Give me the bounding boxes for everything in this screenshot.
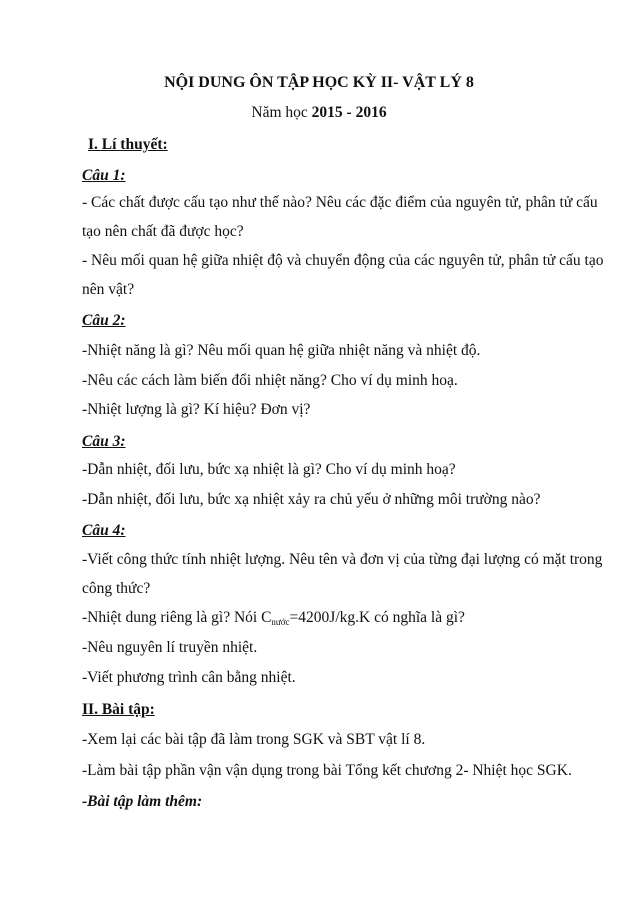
theory-heading: I. Lí thuyết: bbox=[88, 136, 168, 153]
school-year-value: 2015 - 2016 bbox=[311, 104, 387, 121]
question-4-line-1: -Viết công thức tính nhiệt lượng. Nêu tên và đơn vị của từng đại lượng có mặt trong bbox=[82, 551, 603, 568]
question-4-line-3 bbox=[82, 608, 465, 628]
question-1-line-4: nên vật? bbox=[82, 281, 135, 298]
question-4-line-3-post: =4200J/kg.K có nghĩa là gì? bbox=[289, 609, 465, 626]
question-4-label: Câu 4: bbox=[82, 522, 126, 539]
question-1-label: Câu 1: bbox=[82, 167, 126, 184]
question-4-line-3-pre: -Nhiệt dung riêng là gì? Nói C bbox=[82, 609, 272, 626]
water-subscript: nước bbox=[271, 617, 290, 627]
question-2-line-1: -Nhiệt năng là gì? Nêu mối quan hệ giữa nhiệt năng và nhiệt độ. bbox=[82, 342, 481, 359]
exercises-heading: II. Bài tập: bbox=[82, 701, 155, 718]
question-4-line-4: -Nêu nguyên lí truyền nhiệt. bbox=[82, 639, 258, 656]
question-1-line-2: tạo nên chất đã được học? bbox=[82, 223, 244, 240]
exercises-line-2: -Làm bài tập phần vận vận dụng trong bài Tổng kết chương 2- Nhiệt học SGK. bbox=[82, 762, 572, 779]
question-4-line-2: công thức? bbox=[82, 580, 151, 597]
question-3-label: Câu 3: bbox=[82, 433, 126, 450]
question-4-line-5: -Viết phương trình cân bằng nhiệt. bbox=[82, 669, 296, 686]
question-2-label: Câu 2: bbox=[82, 312, 126, 329]
question-3-line-2: -Dẫn nhiệt, đối lưu, bức xạ nhiệt xảy ra chủ yếu ở những môi trường nào? bbox=[82, 491, 541, 508]
school-year-prefix: Năm học bbox=[251, 104, 312, 121]
document-title: NỘI DUNG ÔN TẬP HỌC KỲ II- VẬT LÝ 8 bbox=[164, 74, 474, 91]
school-year bbox=[0, 103, 638, 123]
question-1-line-3: - Nêu mối quan hệ giữa nhiệt độ và chuyển động của các nguyên tử, phân tử cấu tạo bbox=[82, 252, 604, 269]
extra-exercises-heading: -Bài tập làm thêm: bbox=[82, 793, 203, 810]
question-2-line-3: -Nhiệt lượng là gì? Kí hiệu? Đơn vị? bbox=[82, 401, 311, 418]
exercises-line-1: -Xem lại các bài tập đã làm trong SGK và SBT vật lí 8. bbox=[82, 731, 426, 748]
question-1-line-1: - Các chất được cấu tạo như thế nào? Nêu các đặc điểm của nguyên tử, phân tử cấu bbox=[82, 194, 598, 211]
question-3-line-1: -Dẫn nhiệt, đối lưu, bức xạ nhiệt là gì? Cho ví dụ minh hoạ? bbox=[82, 461, 456, 478]
question-2-line-2: -Nêu các cách làm biến đổi nhiệt năng? Cho ví dụ minh hoạ. bbox=[82, 372, 458, 389]
